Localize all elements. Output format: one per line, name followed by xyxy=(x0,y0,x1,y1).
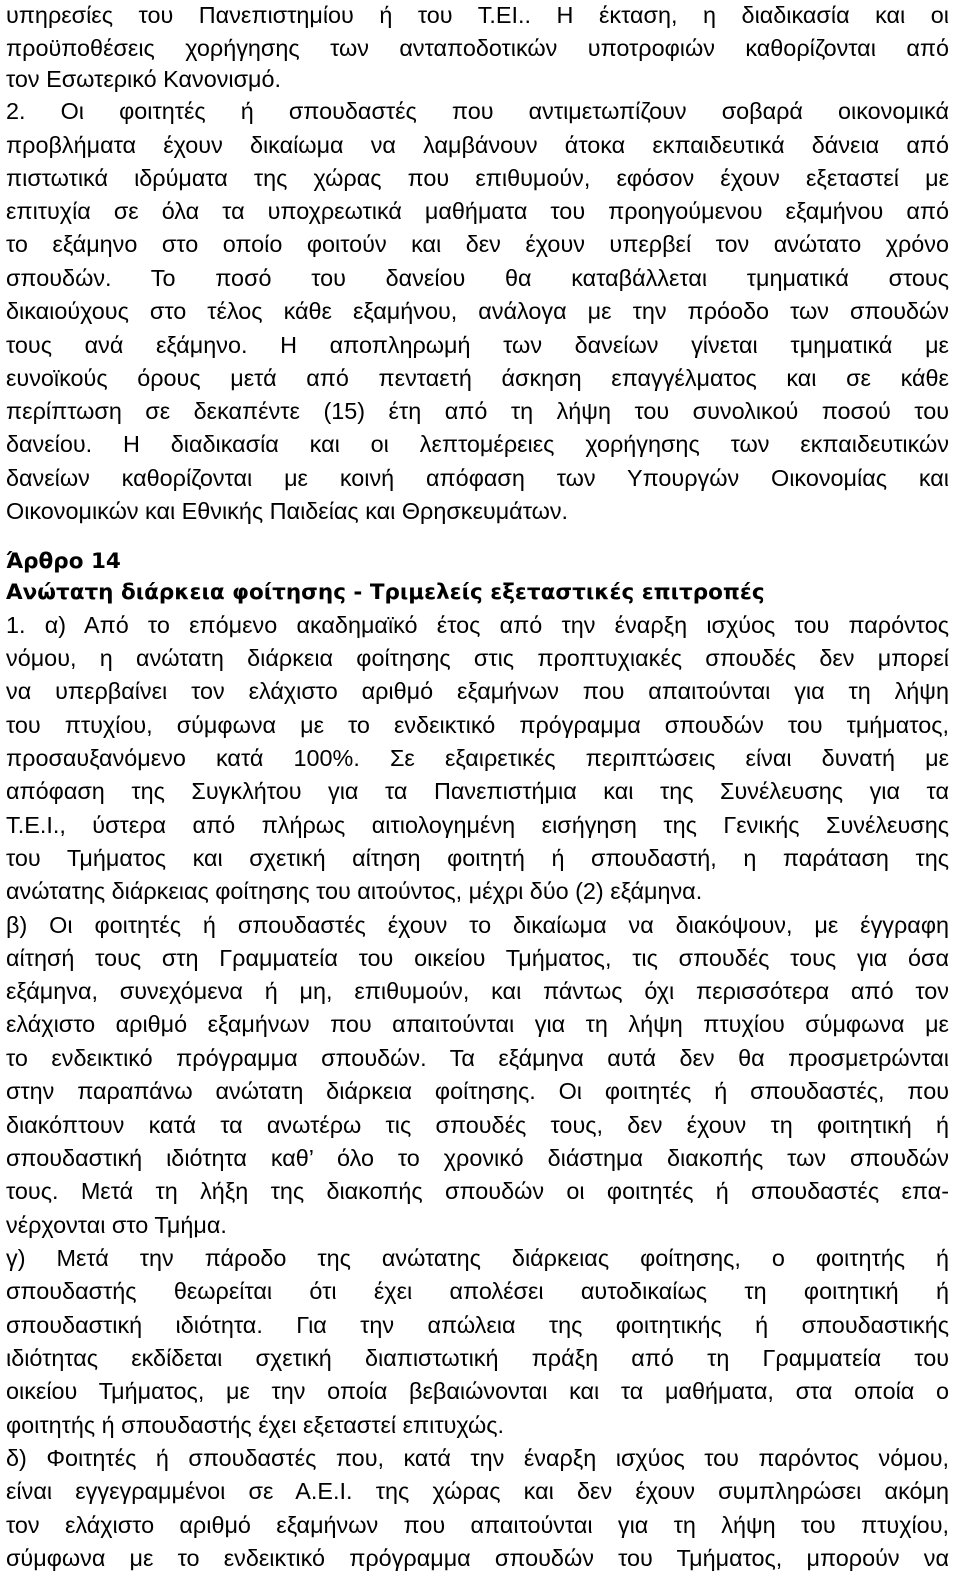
text-line: προβλήματα έχουν δικαίωμα να λαμβάνουν άτοκα εκπαιδευτικά δάνεια από xyxy=(6,132,949,158)
text-line: στην παραπάνω ανώτατη διάρκεια φοίτησης. Οι φοιτητές ή σπουδαστές, που xyxy=(6,1078,949,1104)
text-line: σπουδαστική ιδιότητα. Για την απώλεια της φοιτητικής ή σπουδαστικής xyxy=(6,1312,949,1338)
text-line: σπουδών. Το ποσό του δανείου θα καταβάλλεται τμηματικά στους xyxy=(6,265,949,291)
text-line: Οικονομικών και Εθνικής Παιδείας και Θρησκευμάτων. xyxy=(6,498,569,524)
text-line: σπουδαστής θεωρείται ότι έχει απολέσει αυτοδικαίως τη φοιτητική ή xyxy=(6,1278,949,1304)
article-heading: Ανώτατη διάρκεια φοίτησης - Τριμελείς εξεταστικές επιτροπές xyxy=(6,580,765,605)
text-line: νόμου, η ανώτατη διάρκεια φοίτησης στις προπτυχιακές σπουδές δεν μπορεί xyxy=(6,645,949,671)
text-line: είναι εγγεγραμμένοι σε Α.Ε.Ι. της χώρας και δεν έχουν συμπληρώσει ακόμη xyxy=(6,1478,949,1504)
text-line: δανείου. Η διαδικασία και οι λεπτομέρειες χορήγησης των εκπαιδευτικών xyxy=(6,431,949,457)
text-line: σύμφωνα με το ενδεικτικό πρόγραμμα σπουδών του Τμήματος, μπορούν να xyxy=(6,1545,949,1571)
text-line: επιτυχία σε όλα τα υποχρεωτικά μαθήματα του προηγούμενου εξαμήνου από xyxy=(6,198,949,224)
text-line: τον Εσωτερικό Κανονισμό. xyxy=(6,66,282,92)
text-line: περίπτωση σε δεκαπέντε (15) έτη από τη λήψη του συνολικού ποσού του xyxy=(6,398,949,424)
text-line: του πτυχίου, σύμφωνα με το ενδεικτικό πρόγραμμα σπουδών του τμήματος, xyxy=(6,712,949,738)
text-line: προϋποθέσεις χορήγησης των ανταποδοτικών υποτροφιών καθορίζονται από xyxy=(6,35,949,61)
text-line: προσαυξανόμενο κατά 100%. Σε εξαιρετικές περιπτώσεις είναι δυνατή με xyxy=(6,745,949,771)
text-line: Τ.Ε.Ι., ύστερα από πλήρως αιτιολογημένη εισήγηση της Γενικής Συνέλευσης xyxy=(6,812,949,838)
text-line: να υπερβαίνει τον ελάχιστο αριθμό εξαμήνων που απαιτούνται για τη λήψη xyxy=(6,678,949,704)
text-line: 1. α) Από το επόμενο ακαδημαϊκό έτος από την έναρξη ισχύος του παρόντος xyxy=(6,612,949,638)
text-line: 2. Οι φοιτητές ή σπουδαστές που αντιμετωπίζουν σοβαρά οικονομικά xyxy=(6,98,949,124)
text-line: του Τμήματος και σχετική αίτηση φοιτητή ή σπουδαστή, η παράταση της xyxy=(6,845,949,871)
text-line: ελάχιστο αριθμό εξαμήνων που απαιτούνται για τη λήψη πτυχίου σύμφωνα με xyxy=(6,1011,949,1037)
text-line: β) Οι φοιτητές ή σπουδαστές έχουν το δικαίωμα να διακόψουν, με έγγραφη xyxy=(6,912,949,938)
text-line: δανείων καθορίζονται με κοινή απόφαση των Υπουργών Οικονομίας και xyxy=(6,465,949,491)
text-line: σπουδαστική ιδιότητα καθ’ όλο το χρονικό διάστημα διακοπής των σπουδών xyxy=(6,1145,949,1171)
article-heading: Άρθρο 14 xyxy=(6,549,121,574)
text-line: ευνοϊκούς όρους μετά από πενταετή άσκηση επαγγέλματος και σε κάθε xyxy=(6,365,949,391)
text-line: διακόπτουν κατά τα ανωτέρω τις σπουδές τους, δεν έχουν τη φοιτητική ή xyxy=(6,1112,949,1138)
text-line: τους ανά εξάμηνο. Η αποπληρωμή των δανείων γίνεται τμηματικά με xyxy=(6,332,949,358)
text-line: νέρχονται στο Τμήμα. xyxy=(6,1212,227,1238)
text-line: τους. Μετά τη λήξη της διακοπής σπουδών οι φοιτητές ή σπουδαστές επα- xyxy=(6,1178,949,1204)
text-line: το ενδεικτικό πρόγραμμα σπουδών. Τα εξάμηνα αυτά δεν θα προσμετρώνται xyxy=(6,1045,949,1071)
text-line: οικείου Τμήματος, με την οποία βεβαιώνονται και τα μαθήματα, στα οποία ο xyxy=(6,1378,949,1404)
text-line: ιδιότητας εκδίδεται σχετική διαπιστωτική πράξη από τη Γραμματεία του xyxy=(6,1345,949,1371)
text-line: πιστωτικά ιδρύματα της χώρας που επιθυμούν, εφόσον έχουν εξεταστεί με xyxy=(6,165,949,191)
text-line: υπηρεσίες του Πανεπιστημίου ή του Τ.ΕΙ.. Η έκταση, η διαδικασία και οι xyxy=(6,2,949,28)
text-line: απόφαση της Συγκλήτου για τα Πανεπιστήμια και της Συνέλευσης για τα xyxy=(6,778,949,804)
text-line: τον ελάχιστο αριθμό εξαμήνων που απαιτούνται για τη λήψη του πτυχίου, xyxy=(6,1512,949,1538)
text-line: δ) Φοιτητές ή σπουδαστές που, κατά την έναρξη ισχύος του παρόντος νόμου, xyxy=(6,1445,949,1471)
text-line: το εξάμηνο στο οποίο φοιτούν και δεν έχουν υπερβεί τον ανώτατο χρόνο xyxy=(6,231,949,257)
text-line: φοιτητής ή σπουδαστής έχει εξεταστεί επιτυχώς. xyxy=(6,1412,505,1438)
text-line: δικαιούχους στο τέλος κάθε εξαμήνου, ανάλογα με την πρόοδο των σπουδών xyxy=(6,298,949,324)
text-line: αίτησή τους στη Γραμματεία του οικείου Τμήματος, τις σπουδές τους για όσα xyxy=(6,945,949,971)
text-line: ανώτατης διάρκειας φοίτησης του αιτούντος, μέχρι δύο (2) εξάμηνα. xyxy=(6,878,703,904)
text-line: γ) Μετά την πάροδο της ανώτατης διάρκειας φοίτησης, ο φοιτητής ή xyxy=(6,1245,949,1271)
text-line: εξάμηνα, συνεχόμενα ή μη, επιθυμούν, και πάντως όχι περισσότερα από τον xyxy=(6,978,949,1004)
